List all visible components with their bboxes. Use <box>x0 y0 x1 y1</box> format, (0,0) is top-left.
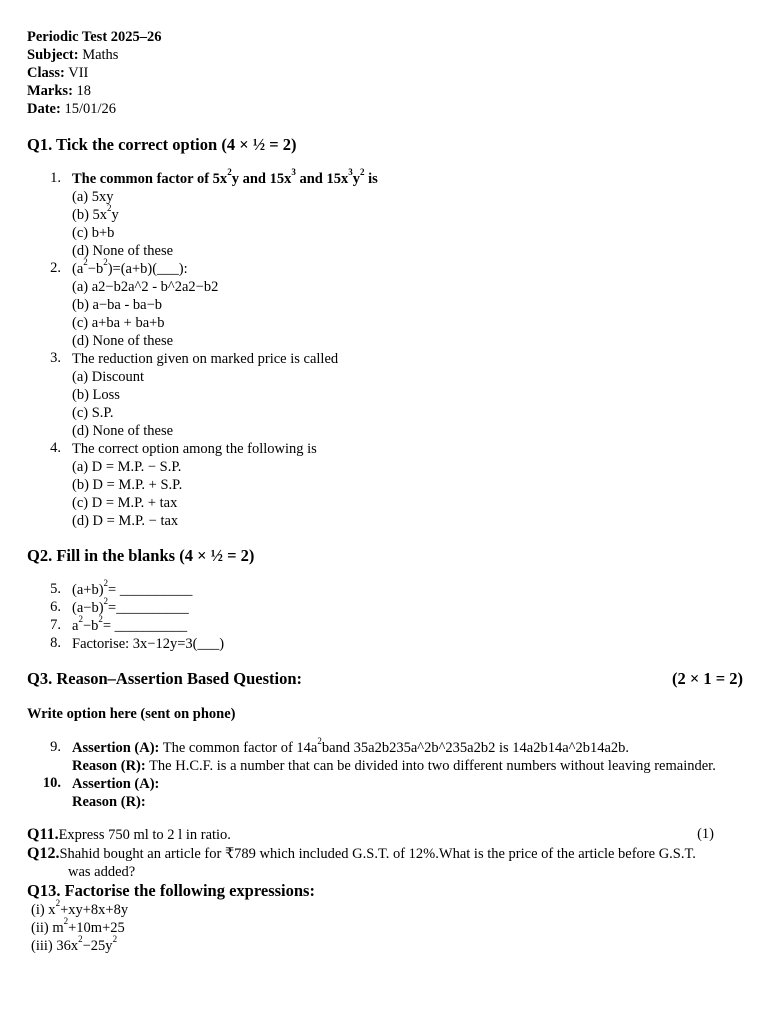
paper-header <box>27 28 743 118</box>
reason: Reason (R): The H.C.F. is a number that can be divided into two different numbers without leaving remainder. <box>72 758 716 774</box>
marks-line: Marks: 18 <box>27 83 92 99</box>
q3-item-10 <box>27 775 743 811</box>
subject-line: Subject: Maths <box>27 47 119 63</box>
item-number: 8. <box>50 635 61 651</box>
option-c: (c) S.P. <box>72 405 114 421</box>
item-stem: The common factor of $5x^2y$ and $15x^3$ and $15x^3y^2$ is <box>72 167 378 187</box>
q1-heading: Q1. Tick the correct option (4 × ½ = 2) <box>27 135 297 154</box>
q1-item-3 <box>27 350 743 440</box>
q2-item-8 <box>27 635 743 653</box>
q2-item-6 <box>27 596 743 617</box>
q11-marks: (1) <box>697 826 714 842</box>
option-c: (c) a+ba + ba+b <box>72 315 165 331</box>
q11-question: Q11.Express 750 ml to 2 l in ratio. <box>27 826 231 843</box>
assertion: Assertion (A): <box>72 776 160 792</box>
test-paper <box>27 28 743 955</box>
option-a: (a) a2−b2a^2 - b^2a2−b2 <box>72 279 219 295</box>
item-number: 6. <box>50 599 61 615</box>
q3-list <box>27 736 743 811</box>
q1-item-1 <box>27 167 743 260</box>
q2-item-5 <box>27 578 743 599</box>
option-c: (c) b+b <box>72 225 115 241</box>
q2-list <box>27 578 743 653</box>
item-number: 7. <box>50 617 61 633</box>
item-number: 9. <box>50 739 61 755</box>
date-line: Date: 15/01/26 <box>27 101 117 117</box>
q3-note: Write option here (sent on phone) <box>27 706 236 722</box>
item-number: 1. <box>50 170 61 186</box>
blank-line: $a^2-b^2=$ __________ <box>72 614 188 634</box>
q1-item-2 <box>27 257 743 350</box>
item-stem: The correct option among the following is <box>72 441 317 457</box>
q13-parts <box>27 898 743 955</box>
class-line: Class: VII <box>27 65 89 81</box>
blank-line: $(a+b)^2=$ __________ <box>72 578 193 598</box>
item-stem: The reduction given on marked price is called <box>72 351 339 367</box>
q13-part-i: (i) $x^2+xy+8x+8y$ <box>31 898 129 918</box>
assertion: Assertion (A): The common factor of $14a^2band$ 35a2b235a^2b^235a2b2 is 14a2b14a^2b14a2b. <box>72 736 630 756</box>
option-a: (a) 5xy <box>72 189 114 205</box>
q1-list <box>27 167 743 530</box>
reason: Reason (R): <box>72 794 146 810</box>
q11-row <box>27 825 743 845</box>
q2-heading: Q2. Fill in the blanks (4 × ½ = 2) <box>27 546 255 565</box>
q12-question: Q12.Shahid bought an article for ₹789 which included G.S.T. of 12%.What is the price of the article before G.S.T. was added? <box>27 845 696 880</box>
option-d: (d) None of these <box>72 423 174 439</box>
option-d: (d) None of these <box>72 243 174 259</box>
q3-marks: (2 × 1 = 2) <box>671 669 743 688</box>
blank-line: Factorise: 3x−12y=3(___) <box>72 636 225 652</box>
q3-heading: Q3. Reason–Assertion Based Question: <box>27 669 303 688</box>
q1-item-4 <box>27 440 743 530</box>
q3-heading-row <box>27 669 743 689</box>
option-b: (b) Loss <box>72 387 120 403</box>
item-number: 3. <box>50 350 61 366</box>
option-d: (d) D = M.P. − tax <box>72 513 179 529</box>
item-number: 5. <box>50 581 61 597</box>
option-a: (a) Discount <box>72 369 145 385</box>
q2-item-7 <box>27 614 743 635</box>
option-c: (c) D = M.P. + tax <box>72 495 178 511</box>
q13-part-ii: (ii) $m^2+10m+25$ <box>31 916 125 936</box>
q13-heading: Q13. Factorise the following expressions: <box>27 881 315 900</box>
option-b: (b) $5x^2y$ <box>72 203 119 223</box>
option-d: (d) None of these <box>72 333 174 349</box>
item-number: 4. <box>50 440 61 456</box>
item-stem: $(a^2-b^2)=(a+b)(\_\_\_)$: <box>72 257 188 277</box>
paper-title: Periodic Test 2025–26 <box>27 29 162 45</box>
option-b: (b) D = M.P. + S.P. <box>72 477 183 493</box>
q13-part-iii: (iii) $36x^2-25y^2$ <box>31 934 118 954</box>
blank-line: $(a-b)^2=\_\_\_\_\_\_\_\_\_\_$ <box>72 596 189 616</box>
q3-item-9 <box>27 736 743 775</box>
option-b: (b) a−ba - ba−b <box>72 297 163 313</box>
item-number: 2. <box>50 260 61 276</box>
item-number: 10. <box>42 775 61 791</box>
option-a: (a) D = M.P. − S.P. <box>72 459 182 475</box>
